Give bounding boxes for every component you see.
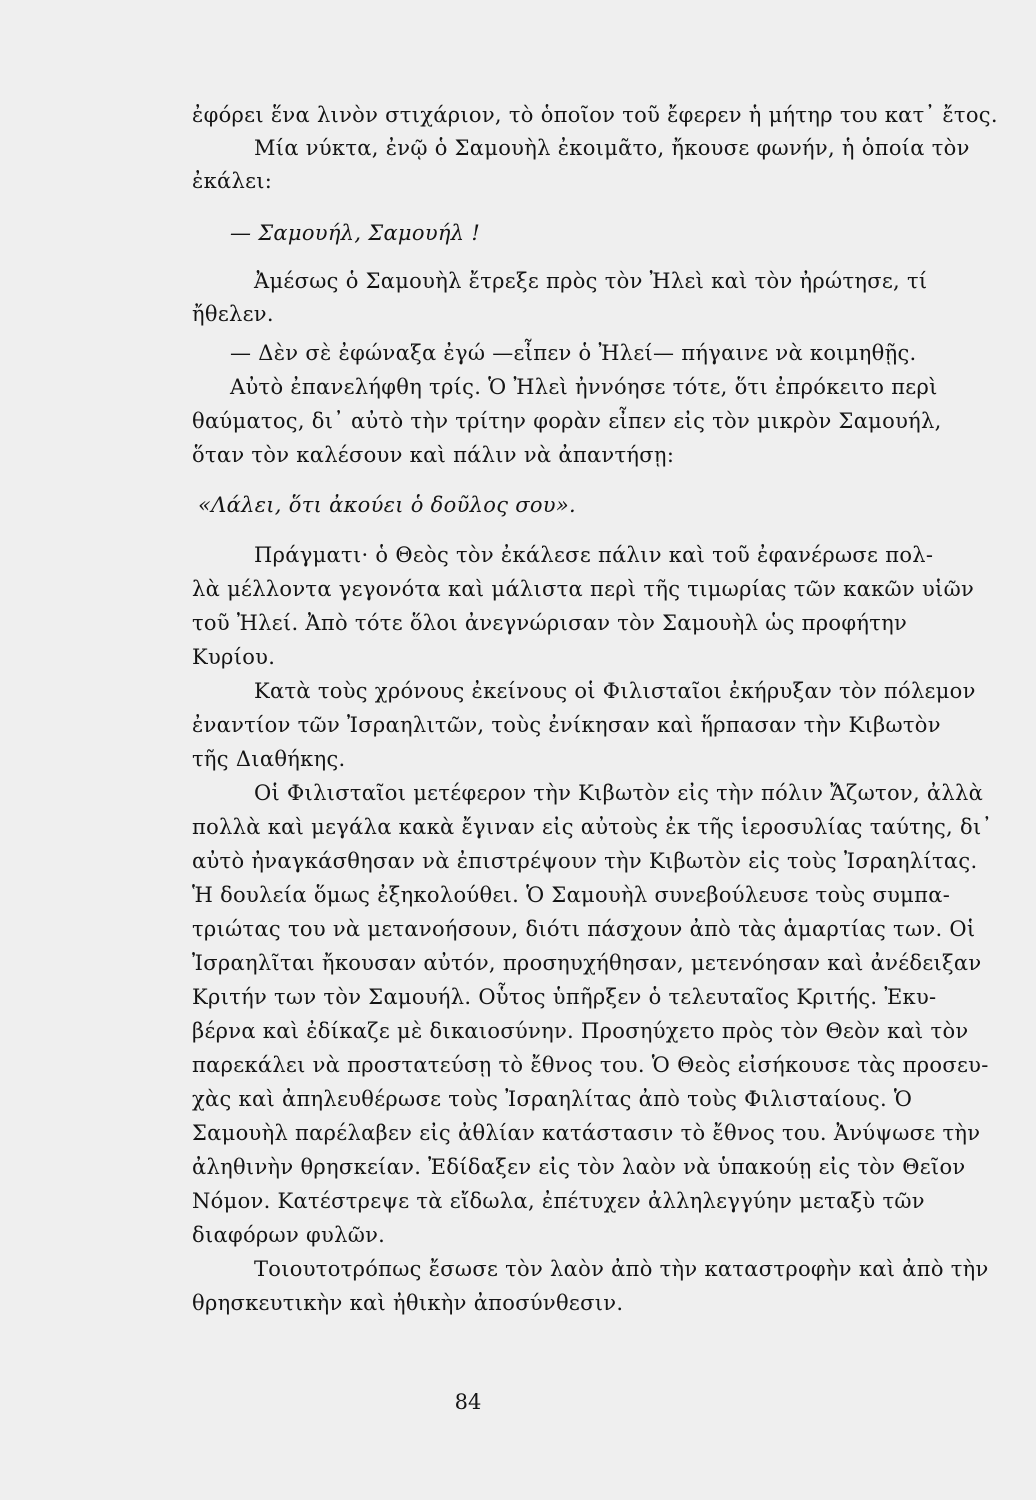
text-line: τῆς Διαθήκης.: [192, 747, 346, 771]
text-line: Οἱ Φιλισταῖοι μετέφερον τὴν Κιβωτὸν εἰς τὴν πόλιν Ἄζωτον, ἀλλὰ: [254, 781, 984, 805]
text-line: Κυρίου.: [192, 645, 276, 669]
text-line: — Σαμουήλ, Σαμουήλ !: [230, 221, 481, 245]
text-line: θαύματος, δι᾽ αὐτὸ τὴν τρίτην φορὰν εἶπεν εἰς τὸν μικρὸν Σαμουήλ,: [192, 409, 942, 433]
text-line: — Δὲν σὲ ἐφώναξα ἐγώ —εἶπεν ὁ Ἠλεί— πήγαινε νὰ κοιμηθῇς.: [230, 341, 917, 365]
text-line: πολλὰ καὶ μεγάλα κακὰ ἔγιναν εἰς αὐτοὺς ἐκ τῆς ἱεροσυλίας ταύτης, δι᾽: [192, 815, 993, 839]
text-line: χὰς καὶ ἀπηλευθέρωσε τοὺς Ἰσραηλίτας ἀπὸ τοὺς Φιλισταίους. Ὁ: [192, 1087, 913, 1111]
text-line: Κατὰ τοὺς χρόνους ἐκείνους οἱ Φιλισταῖοι ἐκήρυξαν τὸν πόλεμον: [254, 679, 976, 703]
text-line: παρεκάλει νὰ προστατεύσῃ τὸ ἔθνος του. Ὁ Θεὸς εἰσήκουσε τὰς προσευ-: [192, 1053, 989, 1077]
page-number: 84: [454, 1390, 482, 1414]
text-line: Νόμον. Κατέστρεψε τὰ εἴδωλα, ἐπέτυχεν ἀλληλεγγύην μεταξὺ τῶν: [192, 1189, 925, 1213]
text-line: θρησκευτικὴν καὶ ἠθικὴν ἀποσύνθεσιν.: [192, 1291, 624, 1315]
text-line: Σαμουὴλ παρέλαβεν εἰς ἀθλίαν κατάστασιν τὸ ἔθνος του. Ἀνύψωσε τὴν: [192, 1121, 981, 1145]
text-line: Κριτήν των τὸν Σαμουήλ. Οὗτος ὑπῆρξεν ὁ τελευταῖος Κριτής. Ἐκυ-: [192, 985, 937, 1009]
text-line: ἤθελεν.: [192, 302, 274, 326]
text-line: «Λάλει, ὅτι ἀκούει ὁ δοῦλος σου».: [198, 493, 576, 517]
text-line: βέρνα καὶ ἐδίκαζε μὲ δικαιοσύνην. Προσηύχετο πρὸς τὸν Θεὸν καὶ τὸν: [192, 1019, 969, 1043]
text-line: ἐναντίον τῶν Ἰσραηλιτῶν, τοὺς ἐνίκησαν καὶ ἥρπασαν τὴν Κιβωτὸν: [192, 713, 941, 737]
text-line: Πράγματι· ὁ Θεὸς τὸν ἐκάλεσε πάλιν καὶ τοῦ ἐφανέρωσε πολ-: [254, 543, 934, 567]
text-line: Μία νύκτα, ἐνῷ ὁ Σαμουὴλ ἐκοιμᾶτο, ἤκουσε φωνήν, ἡ ὁποία τὸν: [254, 136, 970, 160]
text-line: ἐφόρει ἕνα λινὸν στιχάριον, τὸ ὁποῖον τοῦ ἔφερεν ἡ μήτηρ του κατ᾽ ἔτος.: [192, 103, 998, 127]
text-line: τριώτας του νὰ μετανοήσουν, διότι πάσχουν ἀπὸ τὰς ἁμαρτίας των. Οἱ: [192, 917, 976, 941]
text-line: αὐτὸ ἠναγκάσθησαν νὰ ἐπιστρέψουν τὴν Κιβωτὸν εἰς τοὺς Ἰσραηλίτας.: [192, 849, 978, 873]
text-line: Τοιουτοτρόπως ἔσωσε τὸν λαὸν ἀπὸ τὴν καταστροφὴν καὶ ἀπὸ τὴν: [254, 1257, 989, 1281]
text-line: τοῦ Ἠλεί. Ἀπὸ τότε ὅλοι ἀνεγνώρισαν τὸν Σαμουὴλ ὡς προφήτην: [192, 611, 908, 635]
text-line: ἀληθινὴν θρησκείαν. Ἐδίδαξεν εἰς τὸν λαὸν νὰ ὑπακούῃ εἰς τὸν Θεῖον: [192, 1155, 966, 1179]
text-line: Ἰσραηλῖται ἤκουσαν αὐτόν, προσηυχήθησαν, μετενόησαν καὶ ἀνέδειξαν: [192, 951, 982, 975]
text-line: ἐκάλει:: [192, 169, 273, 193]
text-line: Ἡ δουλεία ὅμως ἐξηκολούθει. Ὁ Σαμουὴλ συνεβούλευσε τοὺς συμπα-: [192, 883, 951, 907]
text-line: ὅταν τὸν καλέσουν καὶ πάλιν νὰ ἀπαντήσῃ:: [192, 443, 675, 467]
text-line: Ἀμέσως ὁ Σαμουὴλ ἔτρεξε πρὸς τὸν Ἠλεὶ καὶ τὸν ἠρώτησε, τί: [254, 269, 928, 293]
text-line: διαφόρων φυλῶν.: [192, 1223, 386, 1247]
text-line: Αὐτὸ ἐπανελήφθη τρίς. Ὁ Ἠλεὶ ἠννόησε τότε, ὅτι ἐπρόκειτο περὶ: [230, 375, 938, 399]
text-line: λὰ μέλλοντα γεγονότα καὶ μάλιστα περὶ τῆς τιμωρίας τῶν κακῶν υἱῶν: [192, 577, 975, 601]
